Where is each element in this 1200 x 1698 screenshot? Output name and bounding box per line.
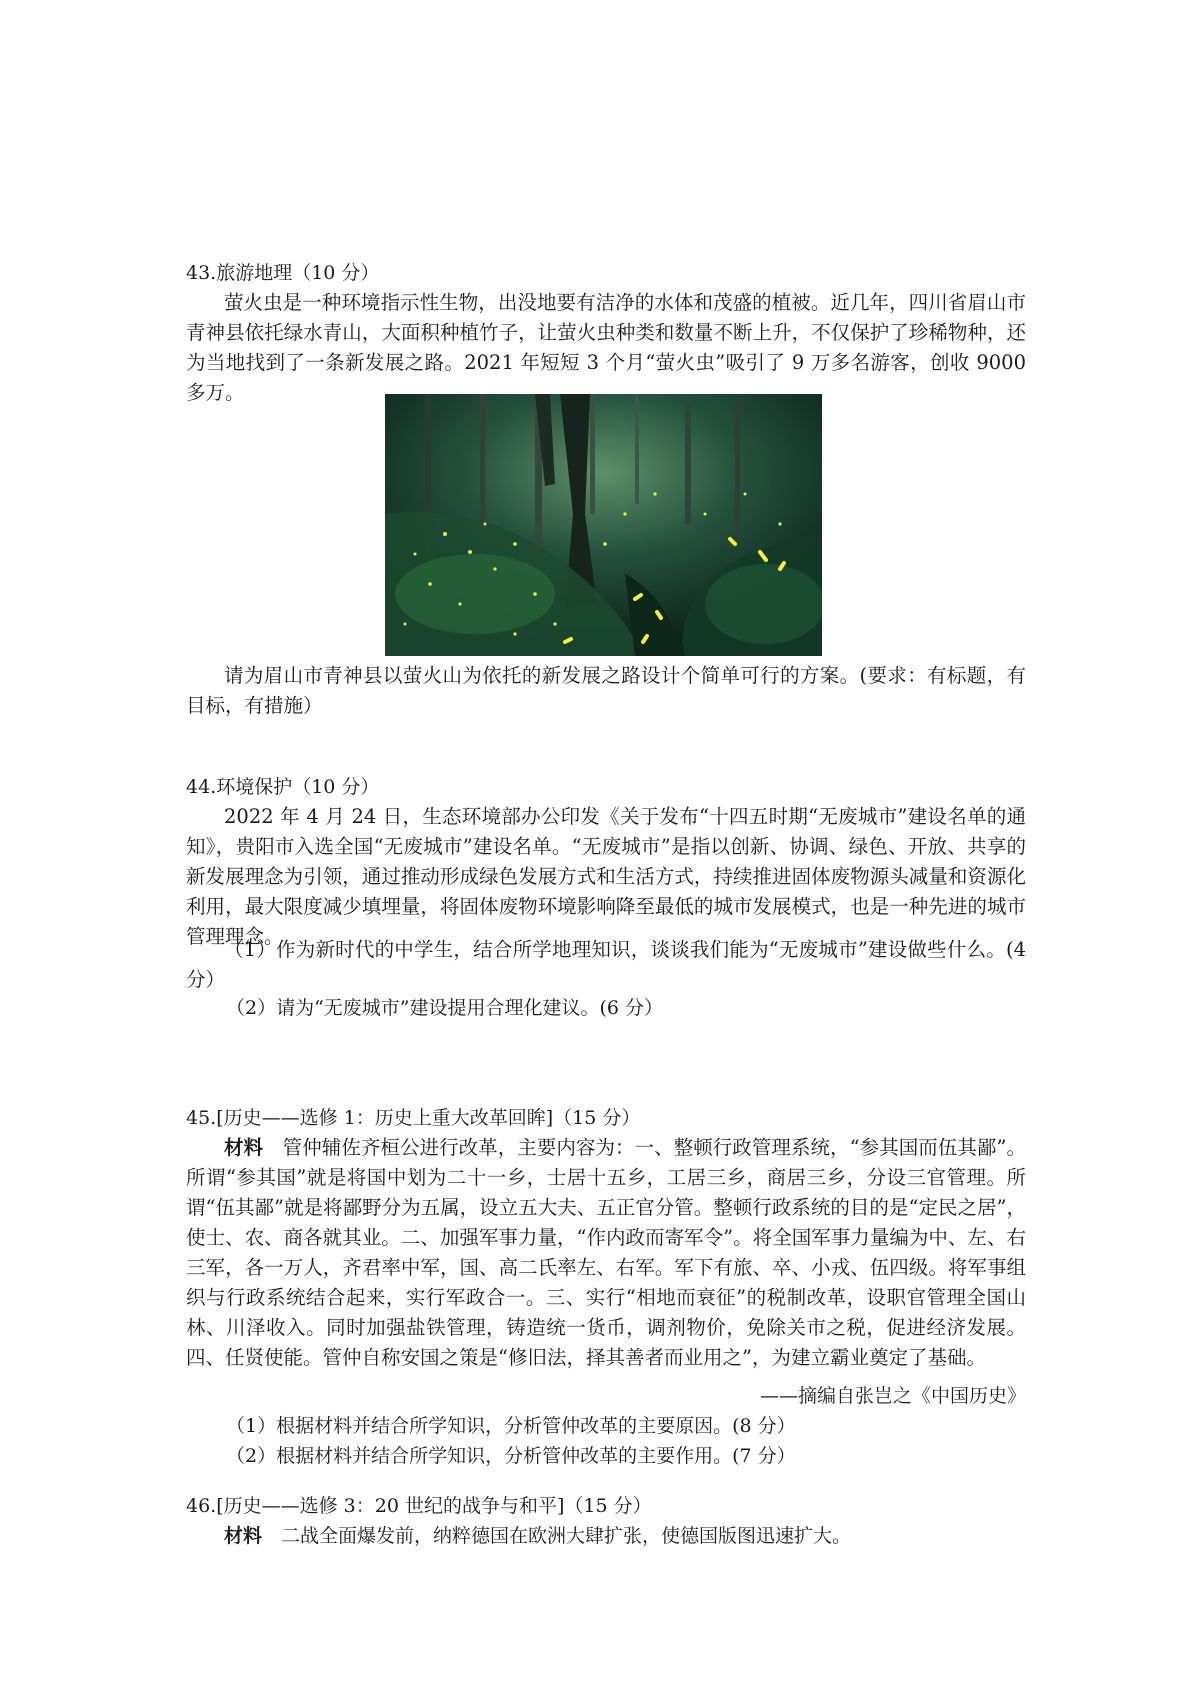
q44-body [186, 802, 1026, 952]
q45-source: ——摘编自张岂之《中国历史》 [759, 1385, 1026, 1407]
q46-title: 46.[历史——选修 3：20 世纪的战争与和平]（15 分） [186, 1495, 652, 1517]
q46-material-label: 材料 [224, 1525, 263, 1547]
q45-sub1: （1）根据材料并结合所学知识，分析管仲改革的主要原因。(8 分） [226, 1415, 796, 1437]
q44-body-text: 2022 年 4 月 24 日，生态环境部办公印发《关于发布“十四五时期“无废城市”建设名单的通知》，贵阳市入选全国“无废城市”建设名单。“无废城市”是指以创新、协调、绿色、开放、共享的新发展理念为引领，通过推动形成绿色发展方式和生活方式，持续推进固体废物源头减量和资源化利用，最大限度减少填埋量，将固体废物环境影响降至最低的城市发展模式，也是一种先进的城市管理理念。 [186, 805, 1026, 948]
q46-body [224, 1521, 851, 1551]
q43-question-text: 请为眉山市青神县以萤火山为依托的新发展之路设计个简单可行的方案。(要求：有标题，有目标，有措施） [186, 664, 1026, 717]
firefly-forest-photo [385, 394, 822, 656]
q45-body-text [186, 1133, 1026, 1373]
q44-sub1 [186, 935, 1026, 995]
q43-body [186, 288, 1026, 408]
q45-material-text: 管仲辅佐齐桓公进行改革，主要内容为：一、整顿行政管理系统，“参其国而伍其鄙”。所谓“参其国”就是将国中划为二十一乡，士居十五乡，工居三乡，商居三乡，分设三官管理。所谓“伍其鄙”就是将鄙野分为五属，设立五大夫、五正官分管。整顿行政系统的目的是“定民之居”，使士、农、商各就其业。二、加强军事力量，“作内政而寄军令”。将全国军事力量编为中、左、右三军，各一万人，齐君率中军，国、高二氏率左、右军。军下有旅、卒、小戎、伍四级。将军事组织与行政系统结合起来，实行军政合一。三、实行“相地而衰征”的税制改革，设职官管理全国山林、川泽收入。同时加强盐铁管理，铸造统一货币，调剂物价，免除关市之税，促进经济发展。四、任贤使能。管仲自称安国之策是“修旧法，择其善者而业用之”，为建立霸业奠定了基础。 [186, 1136, 1026, 1369]
q43-question [186, 661, 1026, 721]
q44-sub2: （2）请为“无废城市”建设提用合理化建议。(6 分） [226, 997, 664, 1019]
q43-title: 43.旅游地理（10 分） [186, 262, 380, 284]
q45-sub2: （2）根据材料并结合所学知识，分析管仲改革的主要作用。(7 分） [226, 1445, 796, 1467]
q45-body [186, 1133, 1026, 1373]
q44-sub1-text: （1）作为新时代的中学生，结合所学地理知识，谈谈我们能为“无废城市”建设做些什么。(4 分） [186, 938, 1026, 991]
q44-title: 44.环境保护（10 分） [186, 776, 380, 798]
q45-material-label: 材料 [224, 1136, 264, 1159]
q43-body-text: 萤火虫是一种环境指示性生物，出没地要有洁净的水体和茂盛的植被。近几年，四川省眉山市青神县依托绿水青山，大面积种植竹子，让萤火虫种类和数量不断上升，不仅保护了珍稀物种，还为当地找到了一条新发展之路。2021 年短短 3 个月“萤火虫”吸引了 9 万多名游客，创收 9000 多万。 [186, 291, 1026, 404]
q46-material-text: 二战全面爆发前，纳粹德国在欧洲大肆扩张，使德国版图迅速扩大。 [281, 1525, 852, 1547]
q45-title: 45.[历史——选修 1：历史上重大改革回眸]（15 分） [186, 1107, 641, 1129]
firefly-forest-illustration [385, 394, 822, 656]
